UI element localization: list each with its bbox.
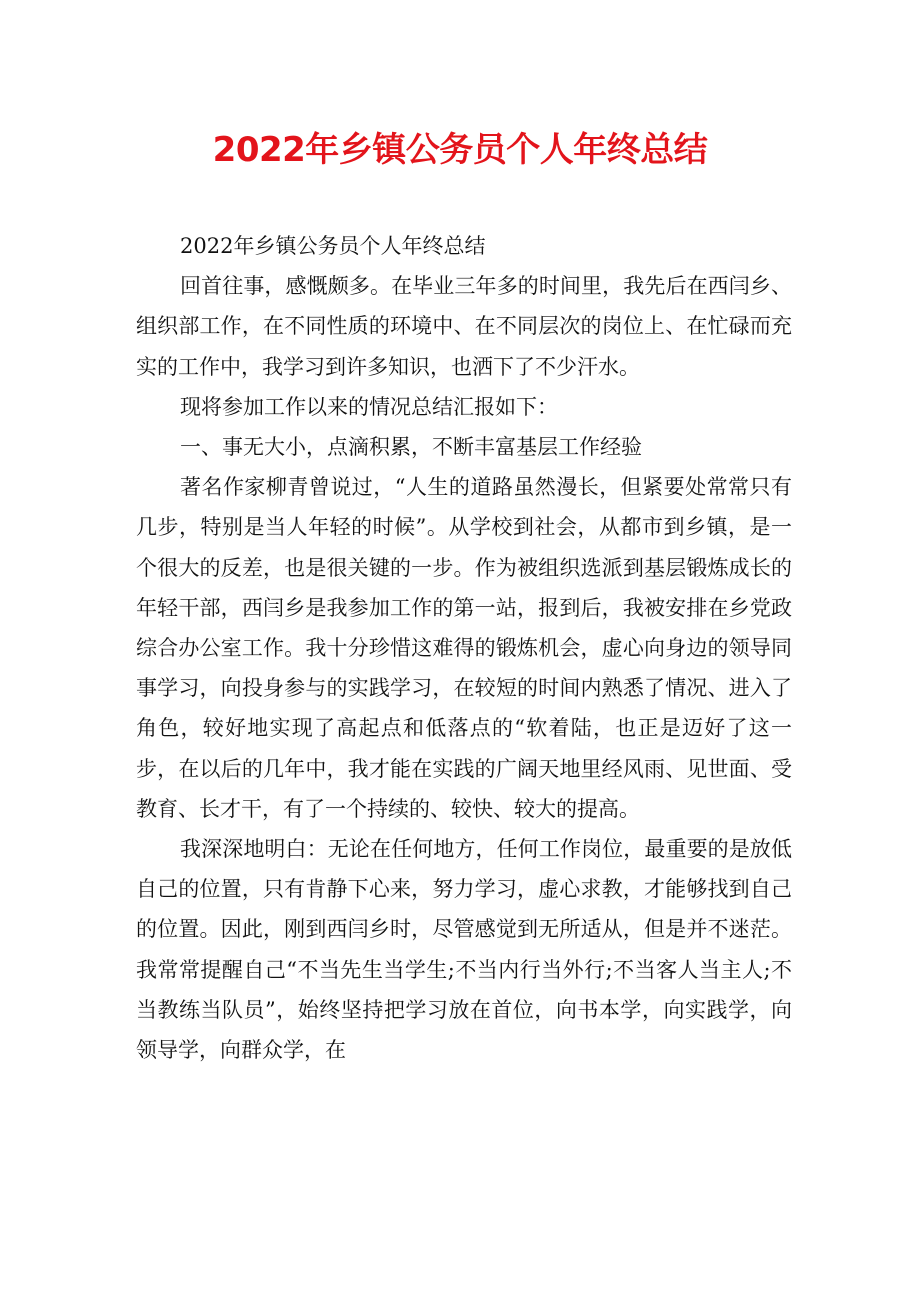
section-heading-1: 一、事无大小，点滴积累，不断丰富基层工作经验 (180, 435, 642, 460)
paragraph-report-lead: 现将参加工作以来的情况总结汇报如下： (180, 394, 558, 419)
paragraph-body-2: 我深深地明白：无论在任何地方，任何工作岗位，最重要的是放低自己的位置，只有肯静下心来，努力学习，虚心求教，才能够找到自己的位置。因此，刚到西闫乡时，尽管感觉到无所适从，但是并不迷茫。我常常提醒自己“不当先生当学生;不当内行当外行;不当客人当主人;不当教练当队员”，始终坚持把学习放在首位，向书本学，向实践学，向领导学，向群众学，在 (136, 837, 792, 1063)
document-title: 2022年乡镇公务员个人年终总结 (212, 130, 708, 170)
paragraph-subtitle: 2022年乡镇公务员个人年终总结 (180, 234, 486, 258)
document-body (136, 226, 792, 1070)
paragraph-body-1: 著名作家柳青曾说过，“人生的道路虽然漫长，但紧要处常常只有几步，特别是当人年轻的时候”。从学校到社会，从都市到乡镇，是一个很大的反差，也是很关键的一步。作为被组织选派到基层锻炼成长的年轻干部，西闫乡是我参加工作的第一站，报到后，我被安排在乡党政综合办公室工作。我十分珍惜这难得的锻炼机会，虚心向身边的领导同事学习，向投身参与的实践学习，在较短的时间内熟悉了情况、进入了角色，较好地实现了高起点和低落点的“软着陆，也正是迈好了这一步，在以后的几年中，我才能在实践的广阔天地里经风雨、见世面、受教育、长才干，有了一个持续的、较快、较大的提高。 (136, 475, 792, 821)
paragraph-intro: 回首往事，感慨颇多。在毕业三年多的时间里，我先后在西闫乡、组织部工作，在不同性质的环境中、在不同层次的岗位上、在忙碌而充实的工作中，我学习到许多知识，也洒下了不少汗水。 (136, 274, 792, 379)
